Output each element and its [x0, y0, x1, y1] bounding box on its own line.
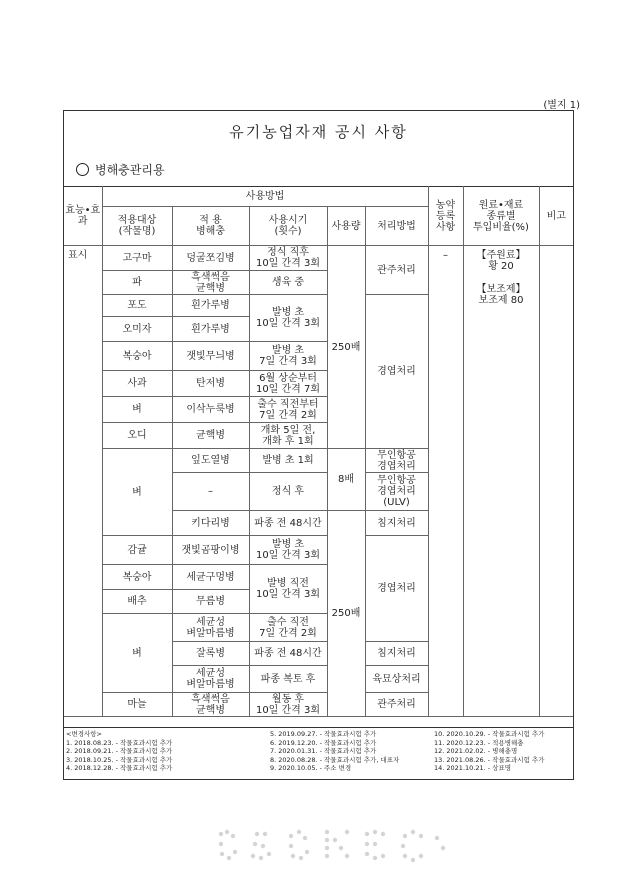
section-subtitle — [76, 161, 165, 178]
method-cell: 경엽처리 — [365, 536, 428, 642]
table-row — [64, 246, 573, 271]
history-entry: 8. 2020.08.28. - 작물효과시험 추가, 대표자 — [270, 755, 400, 764]
header-remarks: 비고 — [539, 187, 573, 246]
header-method: 처리방법 — [365, 207, 428, 246]
ingredients-cell — [463, 246, 539, 717]
pest-cell: 세균성 벼알마름병 — [172, 614, 249, 642]
method-cell: 경엽처리 — [365, 295, 428, 449]
disclosure-frame — [63, 110, 574, 728]
main-ingredient-value: 황 20 — [488, 261, 514, 272]
crop-cell: 복숭아 — [102, 342, 172, 371]
usage-table — [64, 186, 573, 717]
history-entry: 5. 2019.09.27. - 작물효과시험 추가 — [270, 730, 377, 738]
pest-cell: 잿빛무늬병 — [172, 342, 249, 371]
history-entry: 10. 2020.10.29. - 작물효과시험 추가 — [434, 730, 545, 738]
pest-cell: – — [172, 473, 249, 511]
header-row — [64, 187, 573, 207]
timing-cell: 출수 직전 7일 간격 2회 — [249, 614, 327, 642]
pesticide-reg-value: – — [428, 246, 463, 717]
header-dosage: 사용량 — [327, 207, 365, 246]
timing-cell: 정식 직후 10일 간격 3회 — [249, 246, 327, 271]
pest-cell: 세균성 벼알마름병 — [172, 666, 249, 693]
dosage-cell: 250배 — [327, 511, 365, 717]
pest-cell: 잿빛곰팡이병 — [172, 536, 249, 565]
timing-cell: 생육 중 — [249, 271, 327, 295]
circle-icon — [76, 163, 89, 176]
pest-cell: 키다리병 — [172, 511, 249, 536]
annex-label: (별지 1) — [543, 100, 580, 111]
timing-cell: 발병 초 1회 — [249, 449, 327, 473]
aux-ingredient-label: 【보조제】 — [476, 284, 526, 295]
history-heading: <변경사항> — [66, 730, 103, 738]
method-cell: 관주처리 — [365, 693, 428, 717]
method-cell: 육묘상처리 — [365, 666, 428, 693]
crop-cell: 벼 — [102, 397, 172, 423]
dotted-watermark — [215, 826, 450, 866]
change-history — [63, 728, 574, 780]
history-col-1 — [66, 730, 172, 773]
crop-cell: 파 — [102, 271, 172, 295]
method-cell: 무인항공 경엽처리 (ULV) — [365, 473, 428, 511]
timing-cell: 개화 5일 전, 개화 후 1회 — [249, 423, 327, 449]
history-entry: 7. 2020.01.31. - 작물효과시험 추가 — [270, 747, 377, 755]
crop-cell: 벼 — [102, 614, 172, 693]
header-target-crop: 적용대상 (작물명) — [102, 207, 172, 246]
history-entry: 2. 2018.09.21. - 작물효과시험 추가 — [66, 747, 173, 755]
header-timing: 사용시기 (횟수) — [249, 207, 327, 246]
pest-cell: 흰가루병 — [172, 317, 249, 342]
pest-cell: 덩굴쪼김병 — [172, 246, 249, 271]
header-target-pest: 적 용 병해충 — [172, 207, 249, 246]
pest-cell: 잎도열병 — [172, 449, 249, 473]
crop-cell: 배추 — [102, 590, 172, 614]
method-cell: 침지처리 — [365, 642, 428, 666]
aux-ingredient-value: 보조제 80 — [478, 295, 524, 306]
pest-cell: 세균구멍병 — [172, 565, 249, 590]
history-entry: 14. 2021.10.21. - 상표명 — [434, 764, 512, 772]
history-col-3 — [434, 730, 544, 773]
history-entry: 4. 2018.12.28. - 작물효과시험 추가 — [66, 764, 173, 772]
history-entry: 1. 2018.08.23. - 작물효과시험 추가 — [66, 738, 173, 747]
history-entry: 6. 2019.12.20. - 작물효과시험 추가 — [270, 738, 377, 747]
timing-cell: 파종 복토 후 — [249, 666, 327, 693]
timing-cell: 출수 직전부터 7일 간격 2회 — [249, 397, 327, 423]
crop-cell: 마늘 — [102, 693, 172, 717]
timing-cell: 발병 초 10일 간격 3회 — [249, 295, 327, 342]
crop-cell: 오미자 — [102, 317, 172, 342]
timing-cell: 월동 후 10일 간격 3회 — [249, 693, 327, 717]
timing-cell: 정식 후 — [249, 473, 327, 511]
history-entry: 3. 2018.10.25. - 작물효과시험 추가 — [66, 755, 173, 764]
crop-cell: 감귤 — [102, 536, 172, 565]
header-efficacy: 효능•효과 — [64, 187, 102, 246]
timing-cell: 발병 직전 10일 간격 3회 — [249, 565, 327, 614]
crop-cell: 오디 — [102, 423, 172, 449]
header-pesticide-reg: 농약 등록 사항 — [428, 187, 463, 246]
subtitle-text: 병해충관리용 — [95, 163, 165, 177]
pest-cell: 흑색썩음 균핵병 — [172, 693, 249, 717]
timing-cell: 파종 전 48시간 — [249, 511, 327, 536]
pest-cell: 흰가루병 — [172, 295, 249, 317]
dosage-cell: 8배 — [327, 449, 365, 511]
pest-cell: 균핵병 — [172, 423, 249, 449]
remarks-cell — [539, 246, 573, 717]
timing-cell: 6월 상순부터 10일 간격 7회 — [249, 371, 327, 397]
history-entry: 12. 2021.02.02. - 병해충명 — [434, 747, 518, 755]
timing-cell: 발병 초 10일 간격 3회 — [249, 536, 327, 565]
pest-cell: 잘록병 — [172, 642, 249, 666]
method-cell: 침지처리 — [365, 511, 428, 536]
dosage-cell: 250배 — [327, 246, 365, 449]
header-ingredients: 원료•재료 종류별 투입비율(%) — [463, 187, 539, 246]
pest-cell: 이삭누룩병 — [172, 397, 249, 423]
method-cell: 무인항공 경엽처리 — [365, 449, 428, 473]
timing-cell: 파종 전 48시간 — [249, 642, 327, 666]
crop-cell: 벼 — [102, 449, 172, 536]
crop-cell: 포도 — [102, 295, 172, 317]
history-entry: 13. 2021.08.26. - 작물효과시험 추가 — [434, 755, 545, 764]
history-col-2 — [270, 730, 399, 773]
crop-cell: 고구마 — [102, 246, 172, 271]
history-entry: 11. 2020.12.23. - 적용병해충 — [434, 738, 524, 747]
crop-cell: 복숭아 — [102, 565, 172, 590]
history-entry: 9. 2020.10.05. - 주소 변경 — [270, 764, 352, 772]
crop-cell: 사과 — [102, 371, 172, 397]
timing-cell: 발병 초 7일 간격 3회 — [249, 342, 327, 371]
pest-cell: 탄저병 — [172, 371, 249, 397]
pest-cell: 흑색썩음 균핵병 — [172, 271, 249, 295]
header-usage-method: 사용방법 — [102, 187, 428, 207]
main-ingredient-label: 【주원료】 — [476, 250, 526, 261]
efficacy-value: 표시 — [64, 246, 102, 717]
method-cell: 관주처리 — [365, 246, 428, 295]
page-title: 유기농업자재 공시 사항 — [229, 123, 408, 141]
pest-cell: 무름병 — [172, 590, 249, 614]
